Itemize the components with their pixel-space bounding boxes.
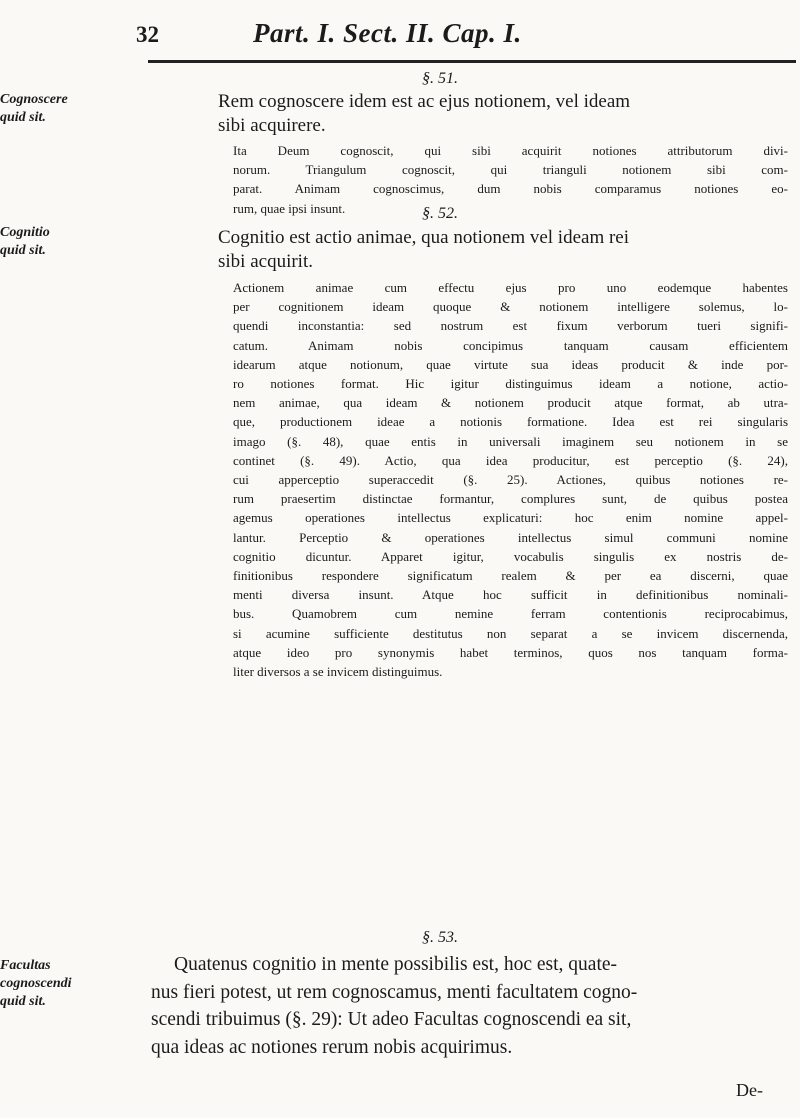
text-line: cognitio dicuntur. Apparet igitur, vocabulis singulis ex nostris de- [233,548,788,564]
text-line: imago (§. 48), quae entis in universali imaginem seu notionem in se [233,433,788,449]
definition-line: Rem cognoscere idem est ac ejus notionem, vel ideam [218,91,631,112]
definition-line: Quatenus cognitio in mente possibilis est, hoc est, quate- [174,954,618,975]
text-line: idearum atque notionum, quae virtute sua ideas producit & inde por- [233,356,788,372]
margin-note-line: cognoscendi [0,976,72,991]
margin-note-line: quid sit. [0,110,46,125]
text-line: lantur. Perceptio & operationes intellectus simul communi nomine [233,529,788,545]
text-line: per cognitionem ideam quoque & notionem intelligere solemus, lo- [233,299,788,315]
text-line: Ita Deum cognoscit, qui sibi acquirit notiones attributorum divi- [233,143,788,158]
text-line: Actionem animae cum effectu ejus pro uno eodemque habentes [233,280,788,295]
explanation-52 [233,278,788,681]
catchword: De- [736,1080,763,1100]
text-line: si acumine sufficiente destitutus non separat a se invicem discernenda, [233,625,788,641]
definition-line: scendi tribuimus (§. 29): Ut adeo Facultas cognoscendi ea sit, [151,1009,632,1030]
margin-note-line: Cognoscere [0,92,68,107]
definition-line: Cognitio est actio animae, qua notionem vel ideam rei [218,227,630,248]
running-title: Part. I. Sect. II. Cap. I. [253,18,522,48]
text-line: cui apperceptio superaccedit (§. 25). Actiones, quibus notiones re- [233,472,788,488]
text-line: menti diversa insunt. Atque hoc sufficit in definitionibus nominali- [233,587,788,603]
page-number: 32 [136,22,159,47]
text-line: nem animae, qua ideam & notionem producit atque format, ab utra- [233,395,788,411]
text-line: catum. Animam nobis concipimus tanquam causam efficientem [233,337,788,353]
text-line: quendi inconstantia: sed nostrum est fixum verborum tueri signifi- [233,318,788,334]
text-line: ro notiones format. Hic igitur distinguimus ideam a notione, actio- [233,376,788,392]
margin-note-line: Facultas [0,958,51,973]
definition-line: nus fieri potest, ut rem cognoscamus, menti facultatem cogno- [151,981,638,1003]
header-rule [148,60,796,63]
text-line: rum praesertim distinctae formantur, complures sunt, de quibus postea [233,491,788,507]
text-line: bus. Quamobrem cum nemine ferram contentionis reciprocabimus, [233,606,788,622]
text-line: liter diversos a se invicem distinguimus. [233,664,443,680]
margin-note-line: quid sit. [0,994,46,1009]
text-line: que, productionem ideae a notionis formatione. Idea est rei singularis [233,414,788,430]
definition-52 [218,226,788,274]
text-line: agemus operationes intellectus explicaturi: hoc enim nomine appel- [233,510,788,526]
margin-note-line: quid sit. [0,243,46,258]
margin-note-facultas [0,957,118,1011]
text-line: rum, quae ipsi insunt. [233,200,346,216]
definition-51 [218,90,788,138]
section-heading-52: §. 52. [422,205,458,222]
definition-line: sibi acquirere. [218,115,326,136]
text-line: atque ideo pro synonymis habet terminos, quos nos tanquam forma- [233,644,788,660]
section-heading-53: §. 53. [422,929,458,946]
margin-note-cognitio [0,224,118,260]
text-line: norum. Triangulum cognoscit, qui trianguli notionem sibi com- [233,162,788,178]
margin-note-line: Cognitio [0,225,50,240]
definition-line: qua ideas ac notiones rerum nobis acquirimus. [151,1036,513,1058]
definition-line: sibi acquirit. [218,251,313,272]
text-line: finitionibus respondere significatum realem & per ea discerni, quae [233,568,788,584]
margin-note-cognoscere [0,91,118,127]
text-line: parat. Animam cognoscimus, dum nobis comparamus notiones eo- [233,181,788,197]
text-line: continet (§. 49). Actio, qua idea producitur, est perceptio (§. 24), [233,452,788,468]
definition-53 [151,951,791,1061]
section-heading-51: §. 51. [422,70,458,87]
